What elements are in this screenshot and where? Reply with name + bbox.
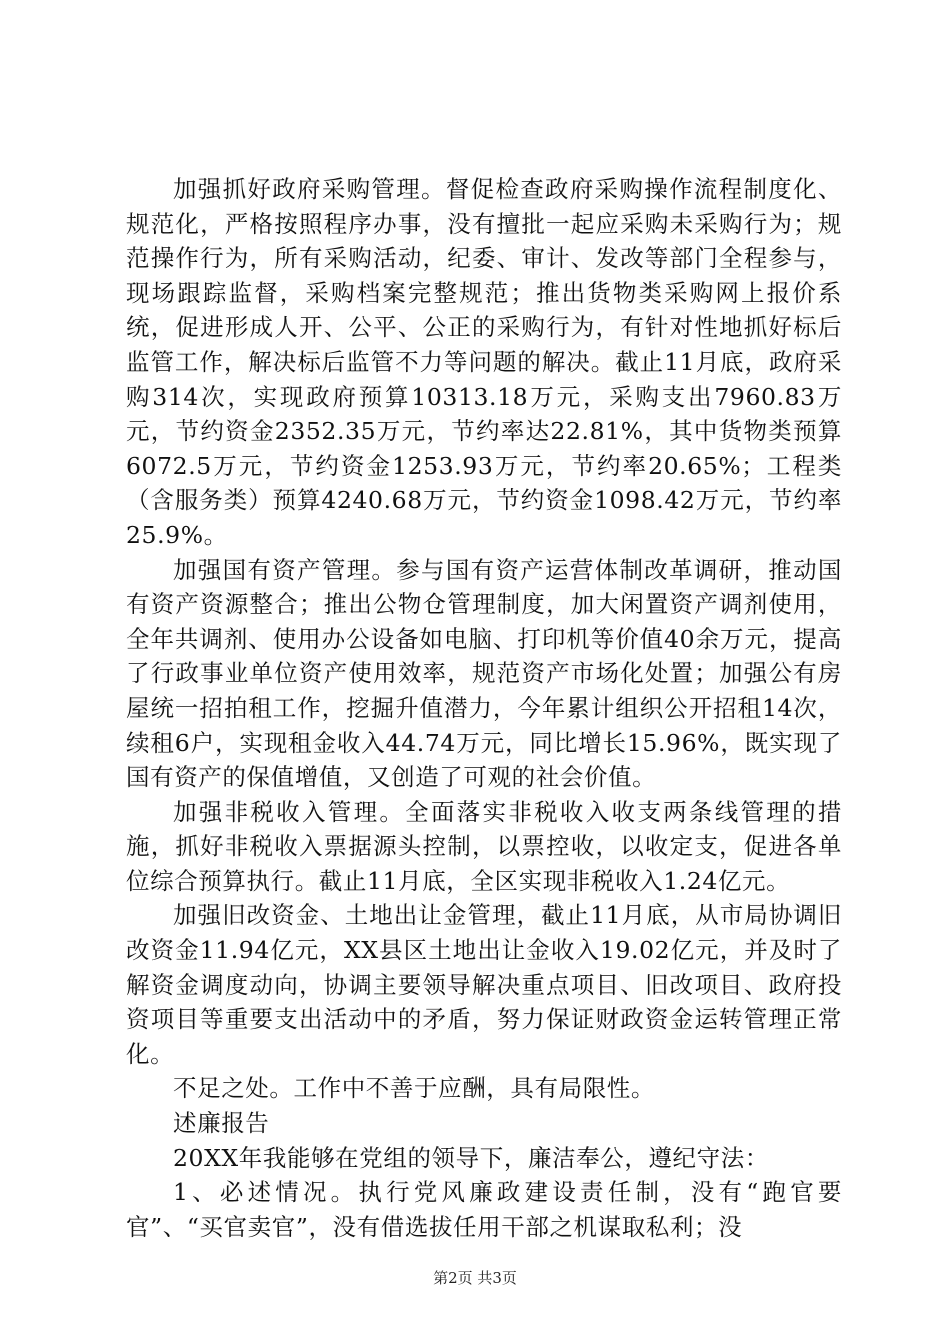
section-heading-integrity-report: 述廉报告 <box>173 1109 270 1138</box>
page-footer: 第2页 共3页 <box>433 1269 517 1287</box>
document-body <box>126 172 842 1244</box>
paragraph-state-assets: 加强国有资产管理。参与国有资产运营体制改革调研，推动国有资产资源整合；推出公物仓管理制度，加大闲置资产调剂使用，全年共调剂、使用办公设备如电脑、打印机等价值40余万元，提高了行政事业单位资产使用效率，规范资产市场化处置；加强公有房屋统一招拍租工作，挖掘升值潜力，今年累计组织公开招租14次，续租6户，实现租金收入44.74万元，同比增长15.96%，既实现了国有资产的保值增值，又创造了可观的社会价值。 <box>126 555 842 792</box>
paragraph-land-funds: 加强旧改资金、土地出让金管理，截止11月底，从市局协调旧改资金11.94亿元，XX县区土地出让金收入19.02亿元，并及时了解资金调度动向，协调主要领导解决重点项目、旧改项目、政府投资项目等重要支出活动中的矛盾，努力保证财政资金运转管理正常化。 <box>126 901 842 1068</box>
paragraph-required-items: 1、必述情况。执行党风廉政建设责任制，没有“跑官要官”、“买官卖官”，没有借选拔任用干部之机谋取私利；没 <box>126 1178 842 1241</box>
paragraph-non-tax-revenue: 加强非税收入管理。全面落实非税收入收支两条线管理的措施，抓好非税收入票据源头控制，以票控收，以收定支，促进各单位综合预算执行。截止11月底，全区实现非税收入1.24亿元。 <box>126 797 842 895</box>
paragraph-shortcomings: 不足之处。工作中不善于应酬，具有局限性。 <box>173 1074 655 1103</box>
paragraph-procurement: 加强抓好政府采购管理。督促检查政府采购操作流程制度化、规范化，严格按照程序办事，没有擅批一起应采购未采购行为；规范操作行为，所有采购活动，纪委、审计、发改等部门全程参与，现场跟踪监督，采购档案完整规范；推出货物类采购网上报价系统，促进形成人开、公平、公正的采购行为，有针对性地抓好标后监管工作，解决标后监管不力等问题的解决。截止11月底，政府采购314次，实现政府预算10313.18万元，采购支出7960.83万元，节约资金2352.35万元，节约率达22.81%，其中货物类预算6072.5万元，节约资金1253.93万元，节约率20.65%；工程类（含服务类）预算4240.68万元，节约资金1098.42万元，节约率25.9%。 <box>126 175 842 549</box>
paragraph-integrity-intro: 20XX年我能够在党组的领导下，廉洁奉公，遵纪守法： <box>173 1143 769 1172</box>
